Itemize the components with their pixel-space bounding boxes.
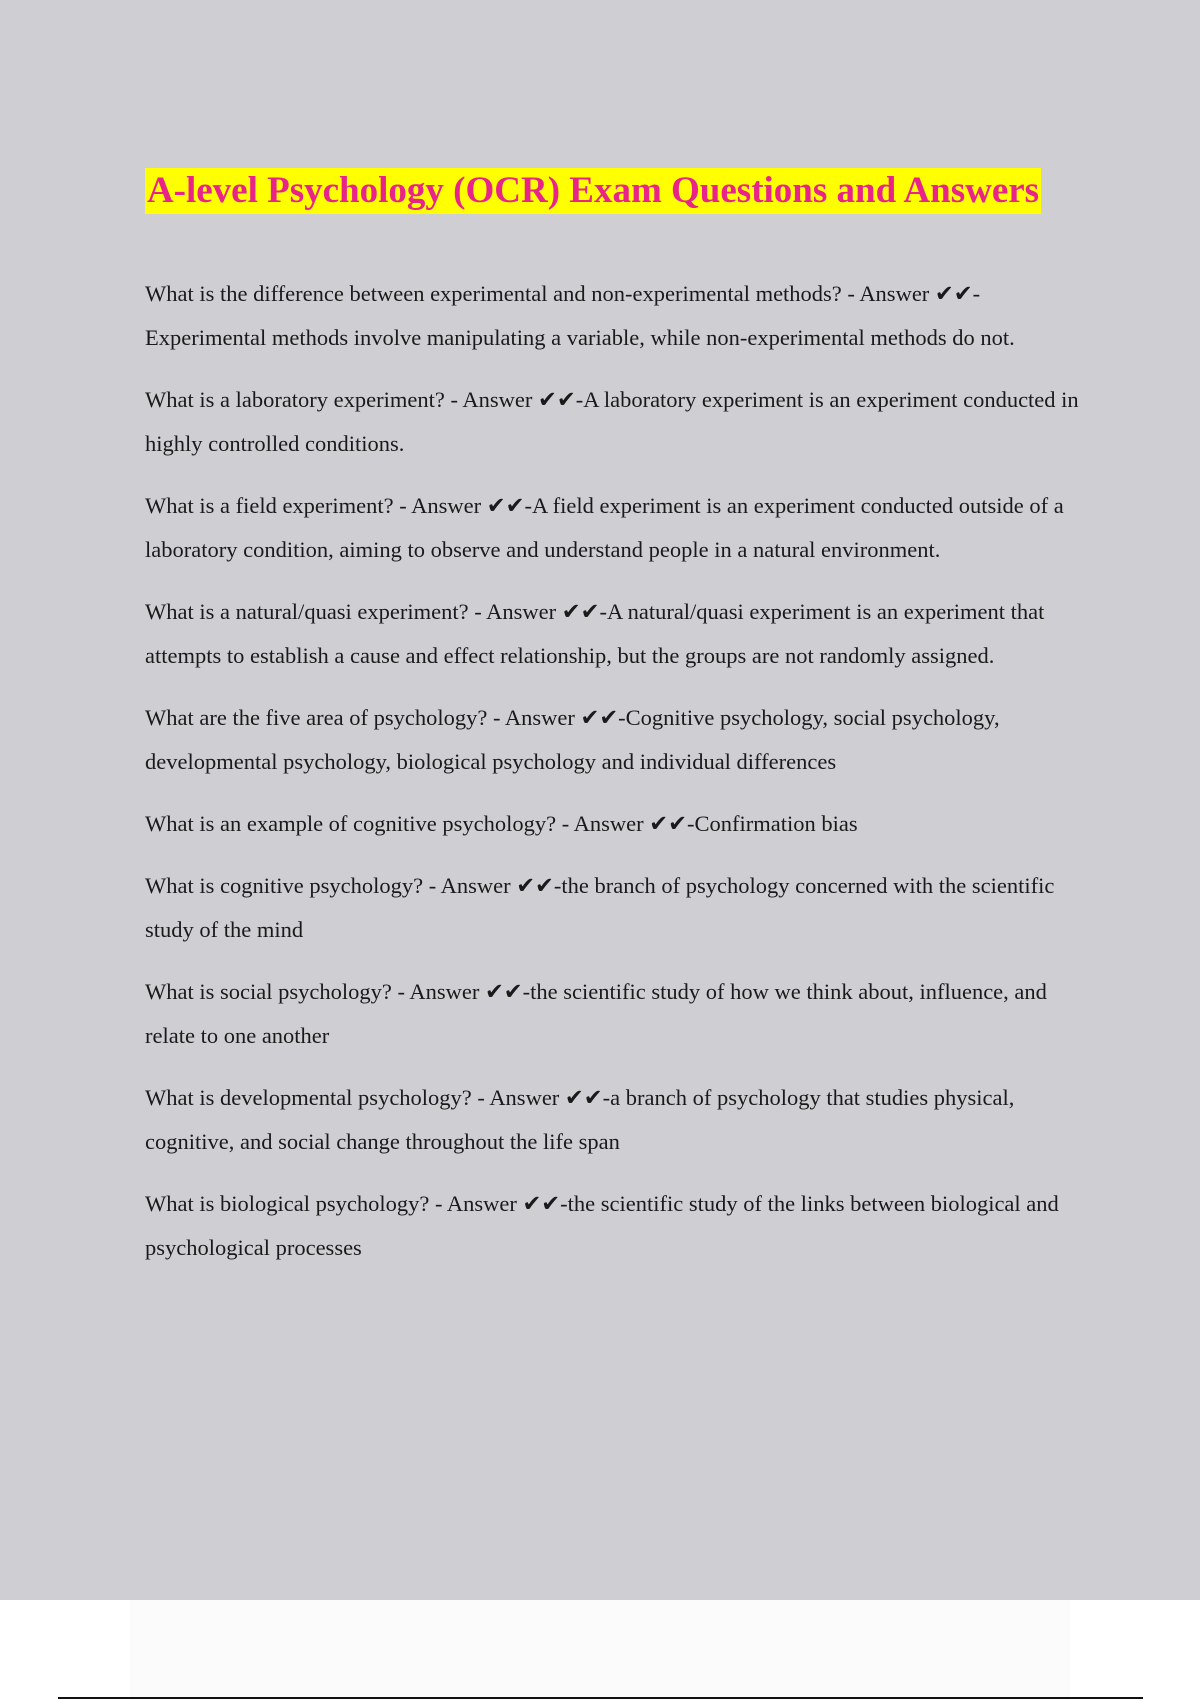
- title-container: [0, 168, 1200, 214]
- question-text: What is a field experiment?: [145, 493, 394, 518]
- answer-text: the scientific study of the links between biological and psychological processes: [145, 1191, 1059, 1260]
- qa-item: What is cognitive psychology? - Answer ✔✔-the branch of psychology concerned with the scientific study of the mind: [145, 873, 1055, 942]
- next-page-preview: [0, 1600, 1200, 1700]
- answer-marker: Answer ✔✔-: [504, 705, 626, 730]
- answer-text: a branch of psychology that studies physical, cognitive, and social change throughout the life span: [145, 1085, 1015, 1154]
- answer-marker: Answer ✔✔-: [462, 387, 584, 412]
- answer-text: A field experiment is an experiment conducted outside of a laboratory condition, aiming to observe and understand people in a natural environment.: [145, 493, 1064, 562]
- answer-marker: Answer ✔✔-: [859, 281, 981, 306]
- question-text: What is the difference between experimental and non-experimental methods?: [145, 281, 842, 306]
- question-text: What is biological psychology?: [145, 1191, 430, 1216]
- footer-rule: [58, 1697, 1143, 1699]
- answer-text: A laboratory experiment is an experiment conducted in highly controlled conditions.: [145, 387, 1079, 456]
- question-text: What is developmental psychology?: [145, 1085, 472, 1110]
- answer-text: the branch of psychology concerned with the scientific study of the mind: [145, 873, 1055, 942]
- answer-text: Experimental methods involve manipulating a variable, while non-experimental methods do not.: [145, 325, 1015, 350]
- qa-list: [145, 272, 1090, 1288]
- answer-text: the scientific study of how we think about, influence, and relate to one another: [145, 979, 1047, 1048]
- qa-item: What is a laboratory experiment? - Answer ✔✔-A laboratory experiment is an experiment conducted in highly controlled conditions.: [145, 387, 1079, 456]
- answer-marker: Answer ✔✔-: [446, 1191, 568, 1216]
- question-text: What is an example of cognitive psychology?: [145, 811, 557, 836]
- qa-item: What is a field experiment? - Answer ✔✔-A field experiment is an experiment conducted outside of a laboratory condition, aiming to observe and understand people in a natural environment.: [145, 493, 1064, 562]
- answer-marker: Answer ✔✔-: [489, 1085, 611, 1110]
- question-text: What are the five area of psychology?: [145, 705, 488, 730]
- qa-item: What are the five area of psychology? - Answer ✔✔-Cognitive psychology, social psychology, developmental psychology, biological psychology and individual differences: [145, 705, 1000, 774]
- page-title: A-level Psychology (OCR) Exam Questions and Answers: [145, 168, 1041, 214]
- next-page-paper: [130, 1600, 1070, 1700]
- qa-item: What is an example of cognitive psychology? - Answer ✔✔-Confirmation bias: [145, 811, 858, 836]
- answer-marker: Answer ✔✔-: [411, 493, 532, 518]
- answer-marker: Answer ✔✔-: [409, 979, 531, 1004]
- answer-text: A natural/quasi experiment is an experiment that attempts to establish a cause and effect relationship, but the groups are not randomly assigned.: [145, 599, 1045, 668]
- qa-item: What is social psychology? - Answer ✔✔-the scientific study of how we think about, influence, and relate to one another: [145, 979, 1047, 1048]
- answer-text: Confirmation bias: [694, 811, 858, 836]
- answer-text: Cognitive psychology, social psychology, developmental psychology, biological psychology and individual differences: [145, 705, 1000, 774]
- qa-item: What is developmental psychology? - Answer ✔✔-a branch of psychology that studies physical, cognitive, and social change throughout the life span: [145, 1085, 1015, 1154]
- answer-marker: Answer ✔✔-: [486, 599, 607, 624]
- question-text: What is cognitive psychology?: [145, 873, 424, 898]
- answer-marker: Answer ✔✔-: [440, 873, 562, 898]
- question-text: What is a laboratory experiment?: [145, 387, 445, 412]
- qa-item: What is biological psychology? - Answer ✔✔-the scientific study of the links between biological and psychological processes: [145, 1191, 1059, 1260]
- answer-marker: Answer ✔✔-: [573, 811, 695, 836]
- qa-item: What is the difference between experimental and non-experimental methods? - Answer ✔✔-Experimental methods involve manipulating a variable, while non-experimental methods do not.: [145, 281, 1015, 350]
- qa-item: What is a natural/quasi experiment? - Answer ✔✔-A natural/quasi experiment is an experiment that attempts to establish a cause and effect relationship, but the groups are not randomly assigned.: [145, 599, 1045, 668]
- question-text: What is social psychology?: [145, 979, 392, 1004]
- question-text: What is a natural/quasi experiment?: [145, 599, 469, 624]
